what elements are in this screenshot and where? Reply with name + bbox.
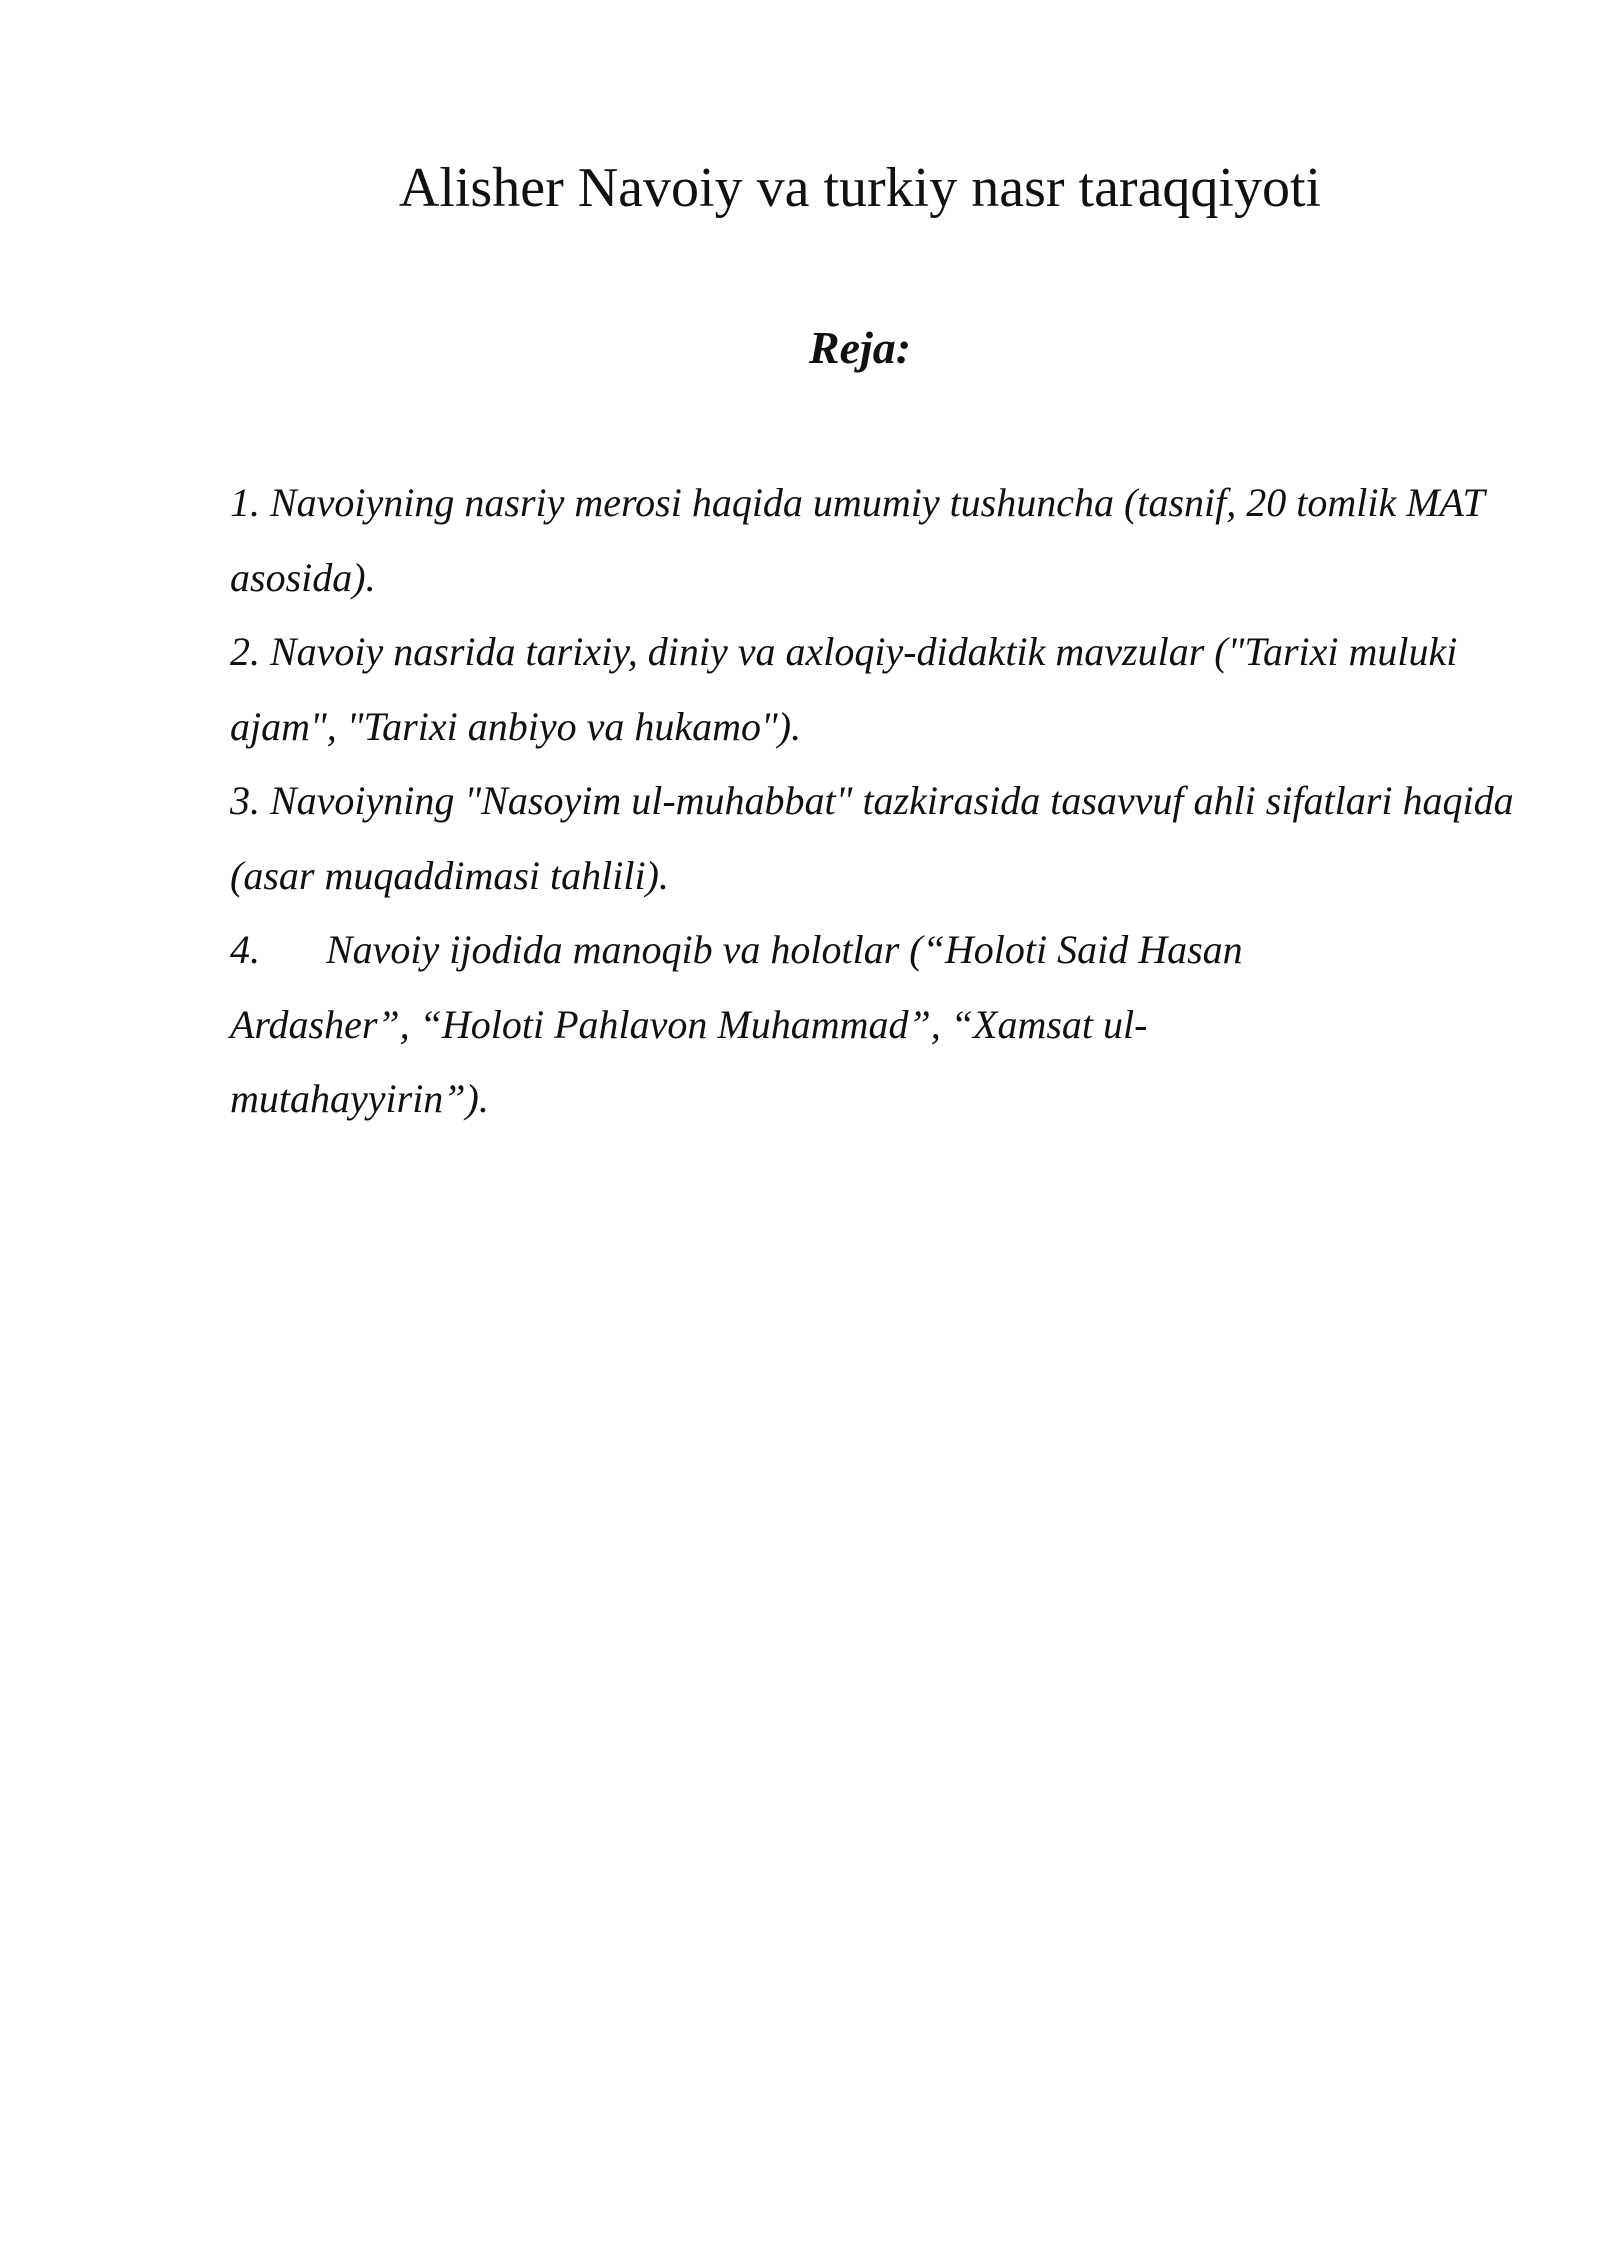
plan-item-number: 3. <box>230 778 270 823</box>
plan-item-text: Navoiy nasrida tarixiy, diniy va axloqiy-didaktik mavzular ("Tarixi muluki ajam", "Tarixi anbiyo va hukamo"). <box>230 629 1458 749</box>
document-title: Alisher Navoiy va turkiy nasr taraqqiyoti <box>398 157 1322 219</box>
plan-item-text: Navoiy ijodida manoqib va holotlar (“Holoti Said Hasan Ardasher”, “Holoti Pahlavon Muhammad”, “Xamsat ul-mutahayyirin”). <box>230 927 1243 1121</box>
plan-heading: Reja: <box>808 322 912 373</box>
plan-item-number: 4. <box>230 927 260 972</box>
plan-item-1 <box>230 466 1520 615</box>
plan-item-number: 2. <box>230 629 270 674</box>
plan-item-3 <box>230 764 1520 913</box>
plan-item-wrap <box>230 913 1310 1137</box>
plan-item-2 <box>230 615 1520 764</box>
plan-item-text: Navoiyning "Nasoyim ul-muhabbat" tazkirasida tasavvuf ahli sifatlari haqida (asar muqaddimasi tahlili). <box>230 778 1514 898</box>
plan-list <box>230 466 1520 1137</box>
plan-item-4 <box>230 913 1520 1137</box>
plan-item-number: 1. <box>230 480 270 525</box>
plan-item-text: Navoiyning nasriy merosi haqida umumiy tushuncha (tasnif, 20 tomlik MAT asosida). <box>230 480 1485 600</box>
